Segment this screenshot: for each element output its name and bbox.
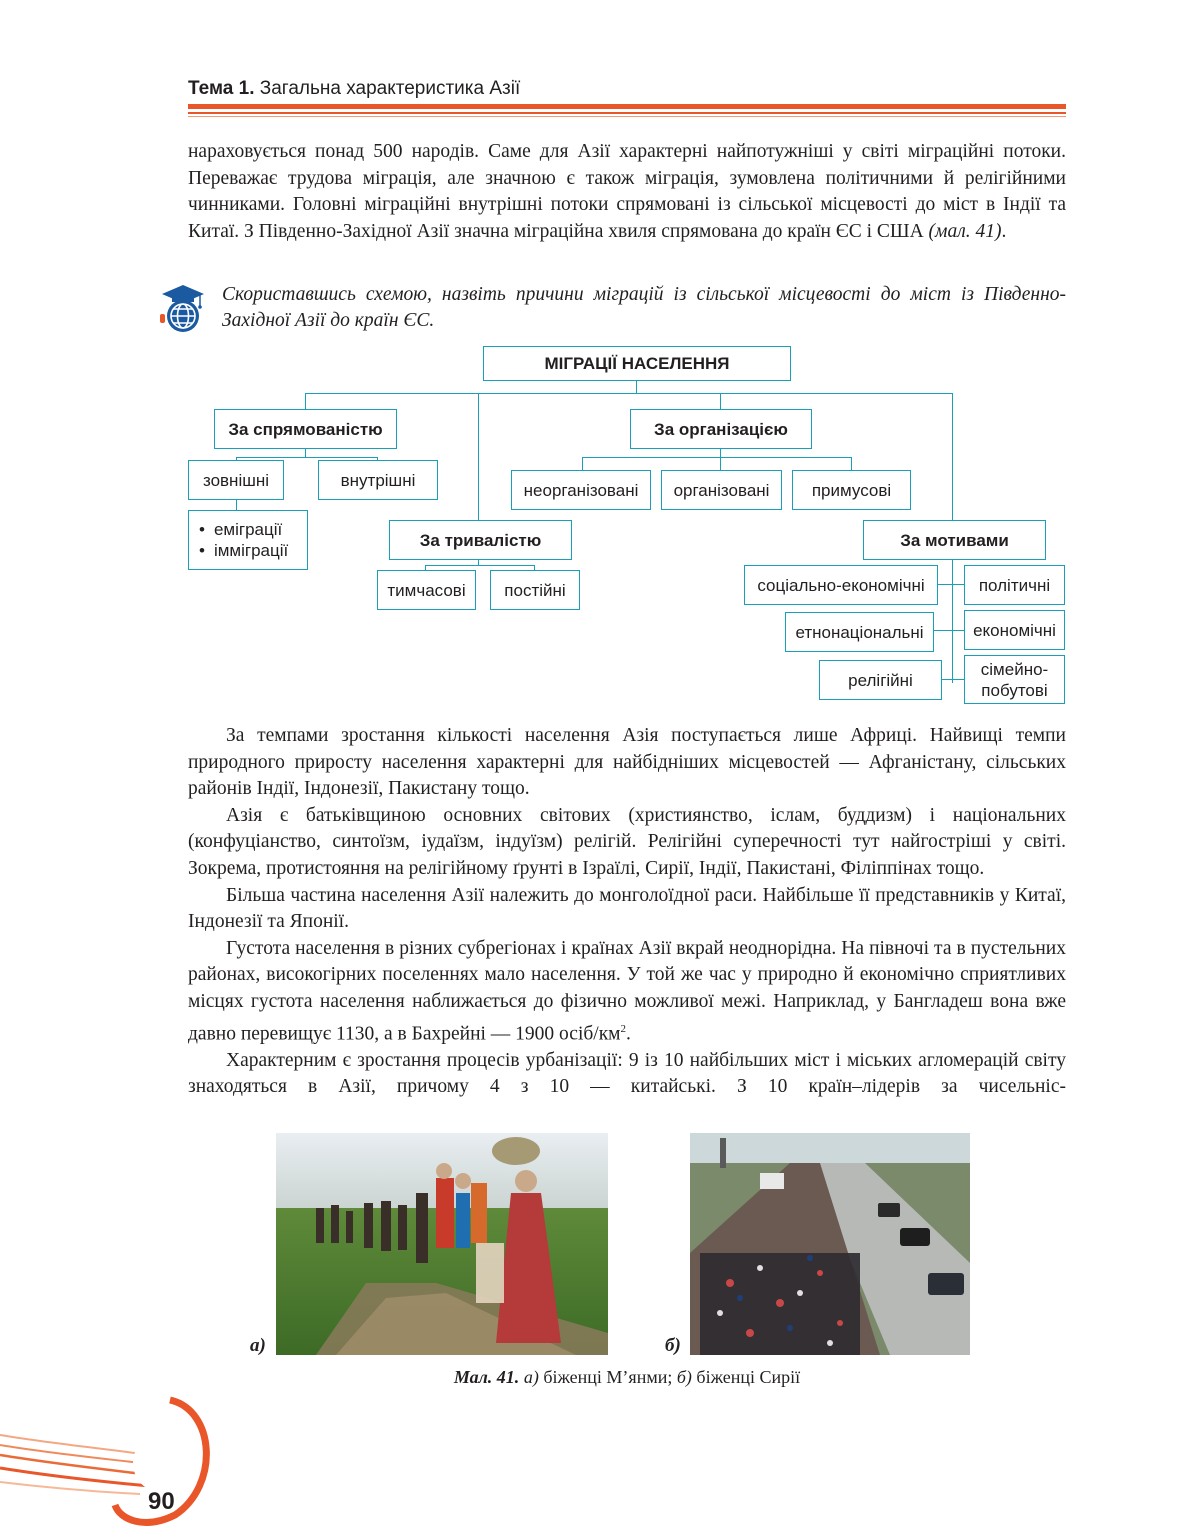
paragraph-urbanization: Характерним є зростання процесів урбанізації: 9 із 10 найбільших міст і міських агломерацій світу знаходяться в Азії, причому 4 з 10 — китайські. З 10 країн–лідерів за чисельніс- <box>188 1049 1066 1098</box>
figure-number: Мал. 41. <box>453 1367 520 1387</box>
duration-category-box: За тривалістю <box>389 520 572 560</box>
ethnonational-box: етнонаціональні <box>785 612 934 652</box>
figure-caption: Мал. 41. а) біженці М’янми; б) біженці Сирії <box>453 1367 801 1387</box>
organized-box: організовані <box>661 470 782 510</box>
unorganized-box: неорганізовані <box>511 470 651 510</box>
paragraph-population-growth: За темпами зростання кількості населення Азія поступається лише Африці. Найвищі темпи природного приросту населення характерні для найбідніших місцевостей — Афганістану, сільських районів Індії, Індонезії, Пакистану тощо. <box>188 725 1066 800</box>
header-rule <box>188 104 1066 109</box>
family-household-box: сімейно-побутові <box>964 655 1065 704</box>
economic-box: економічні <box>964 610 1065 650</box>
paragraph-religions: Азія є батьківщиною основних світових (християнство, іслам, буддизм) і національних (конфуціанство, синтоїзм, іудаїзм, індуїзм) релігій. Релігійні суперечності тут найгостріші у світі. Зокрема, протистояння на релігійному ґрунті в Ізраїлі, Сирії, Індії, Пакистані, Філіппінах тощо. <box>188 804 1066 879</box>
page-number: 90 <box>148 1488 175 1515</box>
header-rule-thin <box>188 112 1066 114</box>
graduation-globe-icon <box>158 282 208 336</box>
emigration-list-box <box>188 510 308 570</box>
figure-reference[interactable]: (мал. 41) <box>928 220 1002 242</box>
photo-a-label: а) <box>250 1335 266 1356</box>
paragraph-race: Більша частина населення Азії належить до монголоїдної раси. Найбільше її представників у Китаї, Індонезії та Японії. <box>188 884 1066 933</box>
topic-number: Тема 1. <box>188 78 255 99</box>
paragraph-density: Густота населення в різних субрегіонах і країнах Азії вкрай неоднорідна. На півночі та в пустельних районах, високогірних поселеннях мало населення. У той же час у природно й економічно сприятливих місцях густота населення наближається до фізично можливої межі. Наприклад, у Бангладеш вона вже давно перевищує 1130, а в Бахрейні — 1900 осіб/$км^2$. <box>188 937 1066 1045</box>
immigration-item: • імміграції <box>199 540 288 561</box>
photo-b-label: б) <box>665 1335 681 1356</box>
refugees-syria-photo <box>690 1133 970 1355</box>
socio-economic-box: соціально-економічні <box>744 565 938 605</box>
motives-category-box: За мотивами <box>863 520 1046 560</box>
running-header <box>188 78 520 100</box>
body-text <box>188 723 1066 1101</box>
political-box: політичні <box>964 565 1065 605</box>
header-rule-hairline <box>188 116 1066 117</box>
page-corner-swoosh <box>0 1390 230 1530</box>
religious-box: релігійні <box>819 660 942 700</box>
forced-box: примусові <box>792 470 911 510</box>
diagram-root-box: МІГРАЦІЇ НАСЕЛЕННЯ <box>483 346 791 381</box>
internal-box: внутрішні <box>318 460 438 500</box>
topic-title: Загальна характеристика Азії <box>259 78 521 99</box>
direction-category-box: За спрямованістю <box>214 409 397 449</box>
external-box: зовнішні <box>188 460 284 500</box>
organization-category-box: За організацією <box>630 409 812 449</box>
permanent-box: постійні <box>490 570 580 610</box>
refugees-myanmar-photo <box>276 1133 608 1355</box>
temporary-box: тимчасові <box>377 570 476 610</box>
task-text: Скориставшись схемою, назвіть причини міграцій із сільської місцевості до міст із Південно-Західної Азії до країн ЄС. <box>222 284 1066 331</box>
intro-paragraph: нараховується понад 500 народів. Саме для Азії характерні найпотужніші у світі міграційні потоки. Переважає трудова міграція, але значною є також міграція, зумовлена політичними й релігійними чинниками. Головні міграційні внутрішні потоки спрямовані із сільської місцевості до міст в Індії та Китаї. З Південно-Західної Азії значна міграційна хвиля спрямована до країн ЄС і США (мал. 41). <box>188 141 1066 242</box>
emigration-item: • еміграції <box>199 519 288 540</box>
